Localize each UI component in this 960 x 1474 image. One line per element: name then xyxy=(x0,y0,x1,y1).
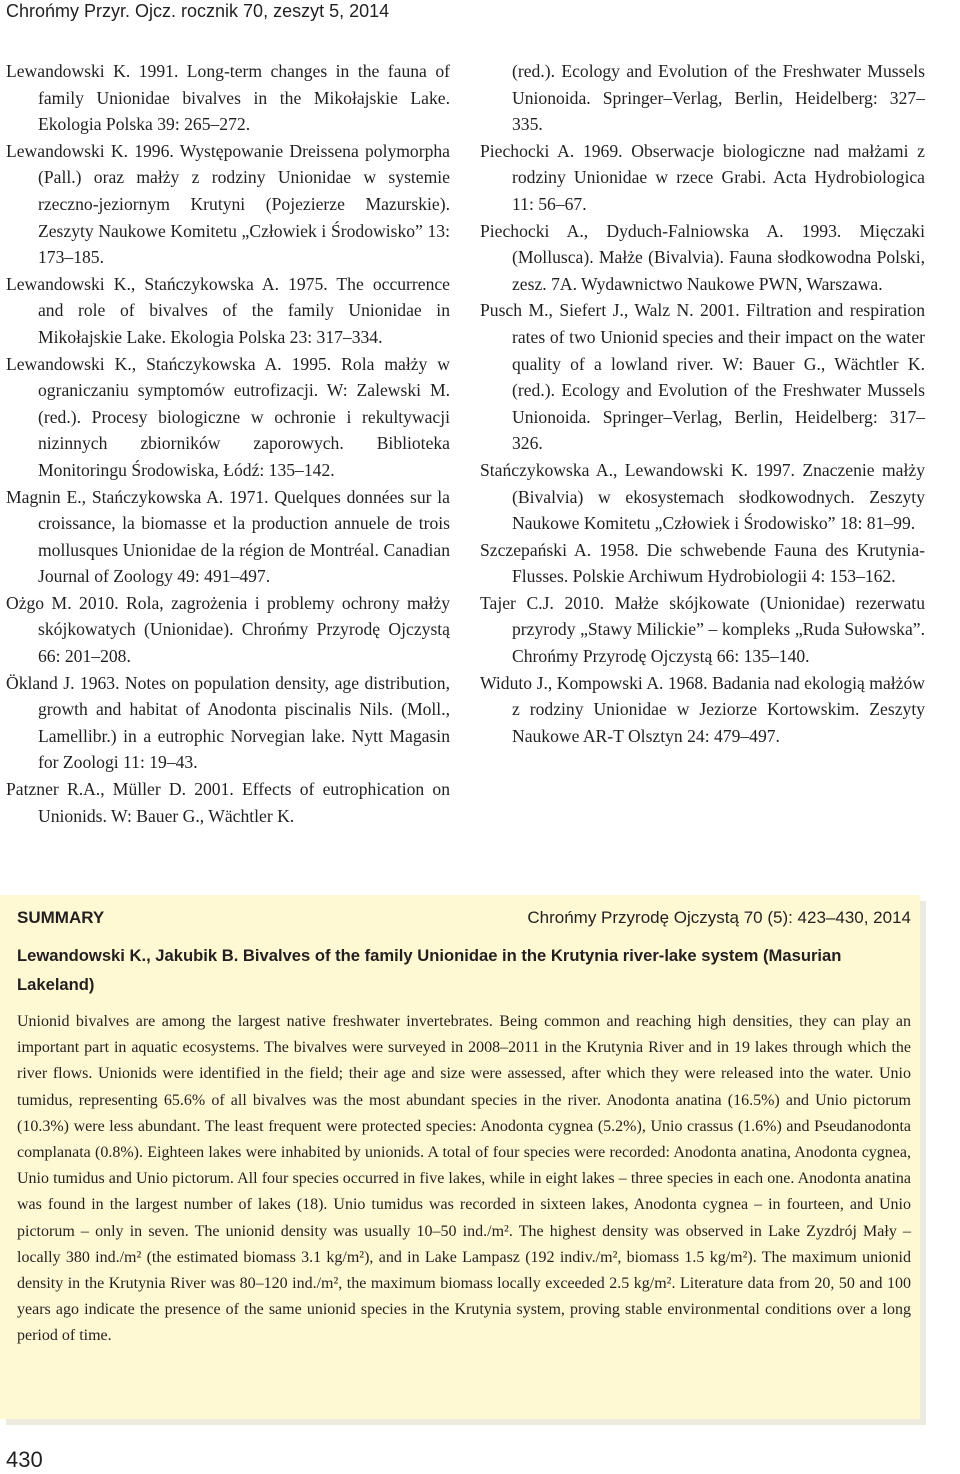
reference-item: Ökland J. 1963. Notes on population density, age distribution, growth and habitat of Anodonta piscinalis Nils. (Moll., Lamellibr.) in a eutrophic Norvegian lake. Nytt Magasin for Zoologi 11: 19–43. xyxy=(6,672,450,773)
reference-item: Szczepański A. 1958. Die schwebende Fauna des Krutynia-Flusses. Polskie Archiwum Hydrobiologii 4: 153–162. xyxy=(480,539,925,587)
reference-item: Patzner R.A., Müller D. 2001. Effects of eutrophication on Unionids. W: Bauer G., Wächtler K. xyxy=(6,779,450,826)
summary-box xyxy=(0,895,920,1419)
reference-item: Lewandowski K., Stańczykowska A. 1995. Rola małży w ograniczaniu symptomów eutrofizacji. W: Zalewski M. (red.). Procesy biologiczne w ochronie i rekultywacji nizinnych zbiorników zaporowych. Biblioteka Monitoringu Środowiska, Łódź: 135–142. xyxy=(6,353,450,480)
summary-citation: Chrońmy Przyrodę Ojczystą 70 (5): 423–430, 2014 xyxy=(527,908,911,927)
reference-item: Ożgo M. 2010. Rola, zagrożenia i problemy ochrony małży skójkowatych (Unionidae). Chrońmy Przyrodę Ojczystą 66: 201–208. xyxy=(6,592,450,667)
journal-header: Chrońmy Przyr. Ojcz. rocznik 70, zeszyt 5, 2014 xyxy=(6,1,390,21)
reference-item: Pusch M., Siefert J., Walz N. 2001. Filtration and respiration rates of two Unionid species and their impact on the water quality of a lowland river. W: Bauer G., Wächtler K. (red.). Ecology and Evolution of the Freshwater Mussels Unionoida. Springer–Verlag, Berlin, Heidelberg: 317–326. xyxy=(480,300,925,454)
summary-body: Unionid bivalves are among the largest native freshwater invertebrates. Being common and reaching high densities, they can play an important part in aquatic ecosystems. The bivalves were surveyed in 2008–2011 in the Krutynia River and in 19 lakes through which the river flows. Unionids were identified in the field; their age and size were assessed, after which they were released into the water. Unio tumidus, representing 65.6% of all bivalves was the most abundant species in the river. Anodonta anatina (16.5%) and Unio pictorum (10.3%) were less abundant. The least frequent were protected species: Anodonta cygnea (5.2%), Unio crassus (1.6%) and Pseudanodonta complanata (0.8%). Eighteen lakes were inhabited by unionids. A total of four species were recorded: Anodonta anatina, Anodonta cygnea, Unio tumidus and Unio pictorum. All four species occurred in five lakes, while in eight lakes – three species in each one. Anodonta anatina was found in the largest number of lakes (18). Unio tumidus was recorded in sixteen lakes, Anodonta cygnea – in fourteen, and Unio pictorum – only in seven. The unionid density was usually 10–50 ind./m². The highest density was observed in Lake Zyzdrój Mały – locally 380 ind./m² (the estimated biomass 3.1 kg/m²), and in Lake Lampasz (192 indiv./m², biomass 1.5 kg/m²). The maximum unionid density in the Krutynia River was 80–120 ind./m², the maximum biomass locally exceeded 2.5 kg/m². Literature data from 20, 50 and 100 years ago indicate the presence of the same unionid species in the Krutynia system, proving stable environmental conditions over a long period of time. xyxy=(17,1013,911,1345)
reference-item: Piechocki A. 1969. Obserwacje biologiczne nad małżami z rodziny Unionidae w rzece Grabi. Acta Hydrobiologica 11: 56–67. xyxy=(480,140,925,214)
summary-title: Lewandowski K., Jakubik B. Bivalves of the family Unionidae in the Krutynia river-lake system (Masurian Lakeland) xyxy=(17,946,842,994)
reference-item: (red.). Ecology and Evolution of the Freshwater Mussels Unionoida. Springer–Verlag, Berlin, Heidelberg: 327–335. xyxy=(512,61,925,135)
reference-item: Magnin E., Stańczykowska A. 1971. Quelques données sur la croissance, la biomasse et la production annuele de trois mollusques Unionidae de la région de Montréal. Canadian Journal of Zoology 49: 491–497. xyxy=(6,486,450,587)
summary-label: SUMMARY xyxy=(17,908,105,927)
references-left-column xyxy=(6,58,450,829)
reference-item: Lewandowski K. 1996. Występowanie Dreissena polymorpha (Pall.) oraz małży z rodziny Unionidae w systemie rzeczno-jeziornym Krutyni (Pojezierze Mazurskie). Zeszyty Naukowe Komitetu „Człowiek i Środowisko” 13: 173–185. xyxy=(6,140,450,268)
reference-item: Lewandowski K. 1991. Long-term changes in the fauna of family Unionidae bivalves in the Mikołajskie Lake. Ekologia Polska 39: 265–272. xyxy=(6,61,450,135)
page-number: 430 xyxy=(6,1447,43,1472)
references-right-column xyxy=(480,58,925,749)
reference-item: Tajer C.J. 2010. Małże skójkowate (Unionidae) rezerwatu przyrody „Stawy Milickie” – kompleks „Ruda Sułowska”. Chrońmy Przyrodę Ojczystą 66: 135–140. xyxy=(480,592,925,667)
reference-item: Widuto J., Kompowski A. 1968. Badania nad ekologią małżów z rodziny Unionidae w Jeziorze Kortowskim. Zeszyty Naukowe AR-T Olsztyn 24: 479–497. xyxy=(480,672,925,746)
reference-item: Piechocki A., Dyduch-Falniowska A. 1993. Mięczaki (Mollusca). Małże (Bivalvia). Fauna słodkowodna Polski, zesz. 7A. Wydawnictwo Naukowe PWN, Warszawa. xyxy=(480,220,925,294)
reference-item: Lewandowski K., Stańczykowska A. 1975. The occurrence and role of bivalves of the family Unionidae in Mikołajskie Lake. Ekologia Polska 23: 317–334. xyxy=(6,273,450,347)
summary-header xyxy=(17,907,911,929)
reference-item: Stańczykowska A., Lewandowski K. 1997. Znaczenie małży (Bivalvia) w ekosystemach słodkowodnych. Zeszyty Naukowe Komitetu „Człowiek i Środowisko” 18: 81–99. xyxy=(480,459,925,534)
